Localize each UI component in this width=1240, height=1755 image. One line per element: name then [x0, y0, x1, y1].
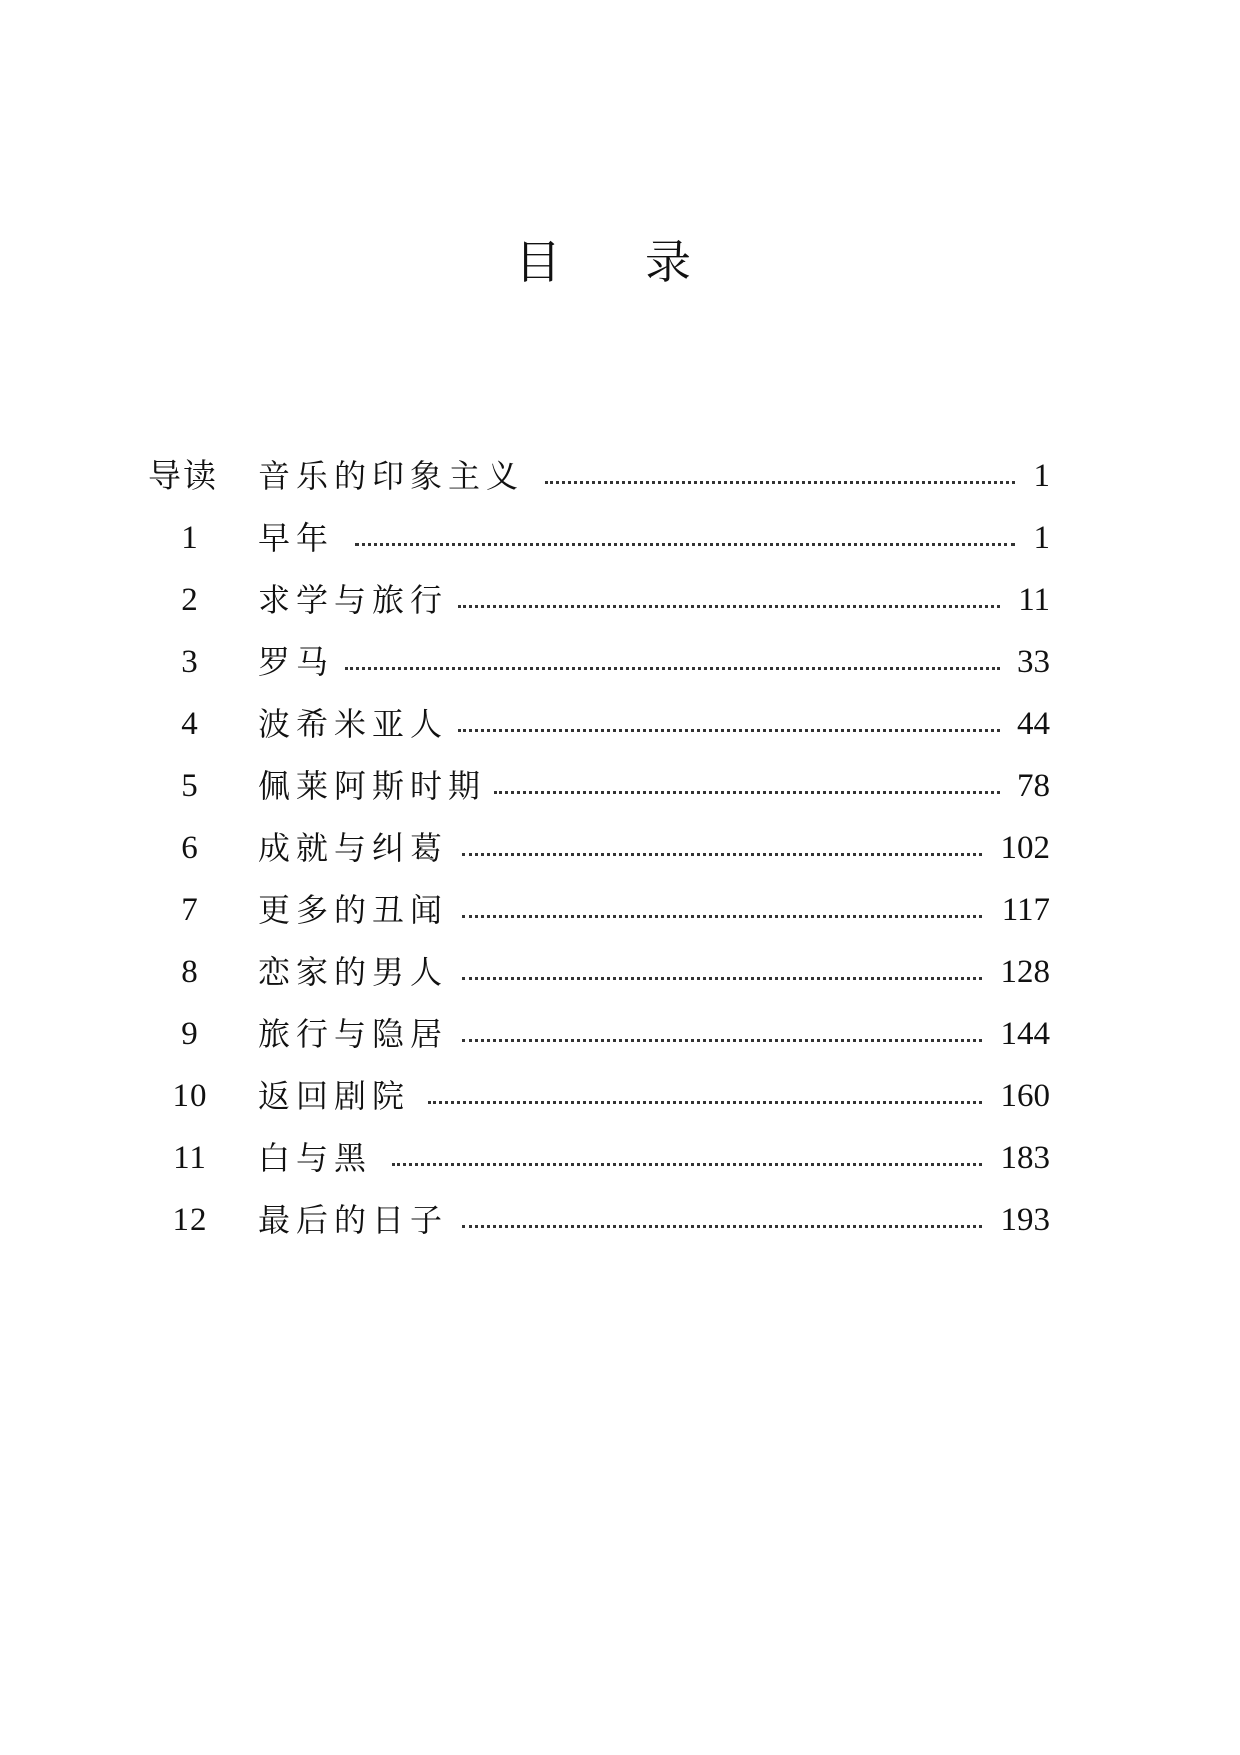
toc-dot-leader [355, 543, 1015, 546]
toc-entry [0, 1065, 1240, 1127]
toc-entry-number: 8 [181, 954, 199, 990]
toc-entry-number: 4 [181, 706, 199, 742]
toc-entry-title: 佩莱阿斯时期 [258, 767, 487, 805]
toc-entry-number: 1 [181, 520, 199, 556]
toc-dot-leader [494, 791, 1000, 794]
toc-entry [0, 817, 1240, 879]
toc-entry-number: 2 [181, 582, 199, 618]
toc-entry-number: 导读 [148, 456, 218, 495]
toc-entry-title: 波希米亚人 [258, 705, 449, 743]
toc-entry-page: 117 [1001, 892, 1050, 928]
toc-entry-title: 最后的日子 [258, 1201, 449, 1239]
toc-dot-leader [428, 1101, 982, 1104]
toc-entry [0, 755, 1240, 817]
toc-entry-page: 78 [1017, 768, 1050, 804]
toc-entry [0, 1003, 1240, 1065]
toc-entry-title: 恋家的男人 [258, 953, 449, 991]
toc-dot-leader [462, 853, 982, 856]
toc-entry-number: 9 [181, 1016, 199, 1052]
toc-entry-page: 1 [1033, 520, 1050, 556]
page-title [0, 232, 1240, 292]
toc-entry-title: 旅行与隐居 [258, 1015, 449, 1053]
toc-dot-leader [545, 481, 1015, 484]
toc-entry-page: 11 [1018, 582, 1050, 618]
toc-entry-title: 白与黑 [258, 1139, 373, 1177]
toc-entry-page: 144 [1000, 1016, 1050, 1052]
toc-dot-leader [462, 915, 982, 918]
toc-dot-leader [462, 1225, 982, 1228]
toc-entry [0, 631, 1240, 693]
toc-entry-page: 44 [1017, 706, 1050, 742]
toc-entry-number: 10 [172, 1078, 208, 1114]
toc-entry-number: 7 [181, 892, 199, 928]
toc-entry-title: 音乐的印象主义 [258, 457, 525, 495]
toc-entry-title: 早年 [258, 519, 335, 557]
toc-entry [0, 693, 1240, 755]
toc-entry [0, 569, 1240, 631]
toc-entry-title: 罗马 [258, 643, 335, 681]
toc-dot-leader [462, 1039, 982, 1042]
toc-entry-page: 193 [1000, 1202, 1050, 1238]
toc-dot-leader [458, 605, 1000, 608]
toc-entry [0, 445, 1240, 507]
toc-entry-number: 3 [181, 644, 199, 680]
toc-entry-page: 128 [1000, 954, 1050, 990]
page-title-char-2: 录 [645, 235, 691, 289]
toc-entry [0, 507, 1240, 569]
toc-entry-number: 12 [172, 1202, 208, 1238]
toc-entry-title: 求学与旅行 [258, 581, 449, 619]
toc-entry-page: 102 [1000, 830, 1050, 866]
toc-entry-number: 11 [173, 1140, 207, 1176]
toc-dot-leader [458, 729, 1000, 732]
toc-entry-title: 返回剧院 [258, 1077, 411, 1115]
toc-entry-title: 更多的丑闻 [258, 891, 449, 929]
toc-entry-page: 183 [1000, 1140, 1050, 1176]
toc-entry-number: 6 [181, 830, 199, 866]
toc-entry-page: 160 [1000, 1078, 1050, 1114]
toc-entry-number: 5 [181, 768, 199, 804]
toc-entry-page: 33 [1017, 644, 1050, 680]
page-title-char-1: 目 [515, 235, 561, 289]
toc-dot-leader [345, 667, 1000, 670]
toc-entry [0, 1189, 1240, 1251]
toc-entry-page: 1 [1033, 458, 1050, 494]
toc-dot-leader [392, 1163, 982, 1166]
toc-entry [0, 1127, 1240, 1189]
toc-entry [0, 941, 1240, 1003]
toc-entry [0, 879, 1240, 941]
toc-dot-leader [462, 977, 982, 980]
toc-entry-title: 成就与纠葛 [258, 829, 449, 867]
